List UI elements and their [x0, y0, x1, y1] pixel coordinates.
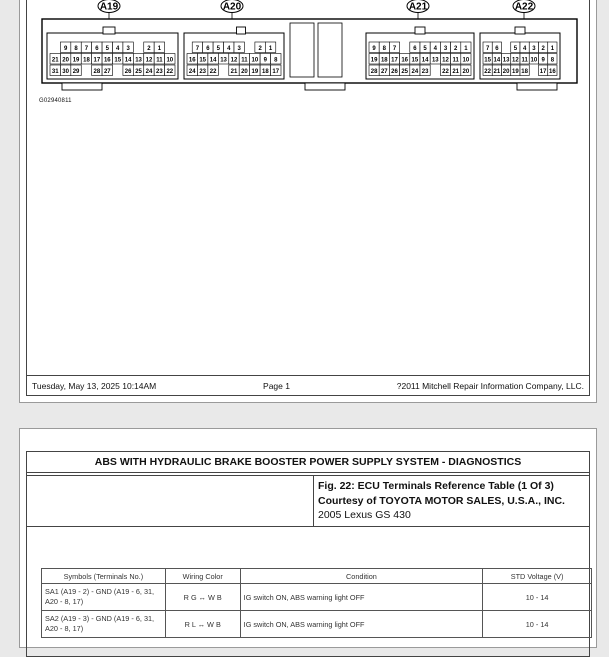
pin-number: 19: [72, 57, 80, 64]
pin-number: 16: [401, 57, 409, 64]
table-row: [42, 584, 592, 611]
cell-symbol: SA1 (A19 - 2) - GND (A19 - 6, 31, A20 - 8, 17): [42, 584, 166, 611]
pin-number: 24: [145, 68, 153, 75]
pin-number: 24: [188, 68, 196, 75]
connector-latch: [415, 27, 425, 34]
cell-wiring-color: R L ↔ W B: [165, 611, 240, 638]
pin-number: 12: [442, 57, 449, 64]
pin-number: 6: [495, 45, 499, 52]
pin-number: 23: [199, 68, 207, 75]
pin-number: 2: [541, 45, 545, 52]
pin-number: 20: [462, 68, 470, 75]
pin-number: 18: [83, 57, 90, 64]
pin-number: 21: [493, 68, 501, 75]
pin-number: 14: [493, 57, 501, 64]
blank-module: [290, 23, 314, 77]
pin-number: 7: [485, 45, 490, 52]
header-condition: Condition: [240, 569, 483, 584]
pin-number: 17: [391, 57, 398, 64]
pin-number: 2: [454, 45, 458, 52]
pin-number: 12: [512, 57, 519, 64]
pin-number: 9: [372, 45, 376, 52]
pin-number: 13: [431, 57, 439, 64]
pin-number: 11: [521, 57, 528, 64]
pin-number: 20: [502, 68, 510, 75]
mounting-tab: [62, 83, 102, 90]
cell-voltage: 10 - 14: [483, 584, 592, 611]
pin-number: 1: [157, 45, 162, 52]
page-footer: [26, 375, 590, 396]
pin-number: 9: [541, 57, 545, 64]
pin-number: 11: [156, 57, 163, 64]
connector-diagram: [20, 0, 598, 109]
pin-number: 21: [230, 68, 238, 75]
pin-number: 3: [126, 45, 130, 52]
pin-number: 6: [206, 45, 210, 52]
pin-number: 17: [539, 68, 547, 75]
connector-label: A21: [408, 1, 428, 13]
caption-box: [26, 475, 590, 527]
pin-number: 5: [423, 45, 427, 52]
pin-number: 1: [550, 45, 555, 52]
mounting-tab: [305, 83, 345, 90]
pin-number: 21: [452, 68, 460, 75]
pin-number: 14: [124, 57, 132, 64]
pin-number: 31: [51, 68, 59, 75]
pin-number: 24: [411, 68, 419, 75]
ecu-terminals-table: [41, 568, 592, 638]
pin-number: 27: [103, 68, 111, 75]
pin-number: 19: [512, 68, 519, 75]
pin-number: 13: [220, 57, 227, 64]
pin-number: 4: [116, 45, 120, 52]
pin-number: 11: [241, 57, 248, 64]
pin-number: 2: [147, 45, 151, 52]
pin-number: 4: [522, 45, 527, 52]
pin-number: 16: [103, 57, 111, 64]
figure-caption: [313, 476, 593, 526]
pin-number: 5: [105, 45, 109, 52]
pin-number: 3: [532, 45, 536, 52]
figure-vehicle: 2005 Lexus GS 430: [318, 509, 411, 521]
pin-number: 28: [370, 68, 378, 75]
pin-number: 15: [484, 57, 491, 64]
pin-number: 10: [462, 57, 470, 64]
pin-number: 10: [530, 57, 538, 64]
pin-number: 19: [251, 68, 259, 75]
pdf-page-2: [19, 428, 597, 648]
pin-number: 17: [272, 68, 280, 75]
pin-number: 18: [521, 68, 528, 75]
pin-number: 16: [188, 57, 196, 64]
pin-number: 14: [421, 57, 429, 64]
pdf-page-1: [19, 0, 597, 403]
connector-latch: [103, 27, 115, 34]
connector-label: A19: [99, 1, 119, 13]
pin-number: 4: [433, 45, 437, 52]
footer-copyright: ?2011 Mitchell Repair Information Company, LLC.: [396, 381, 584, 391]
pin-number: 6: [413, 45, 417, 52]
figure-id: G02940811: [39, 98, 72, 104]
pin-number: 10: [166, 57, 174, 64]
connector-label: A22: [514, 1, 534, 13]
pin-number: 21: [51, 57, 59, 64]
mounting-tab: [517, 83, 557, 90]
cell-condition: IG switch ON, ABS warning light OFF: [240, 611, 483, 638]
pin-number: 3: [237, 45, 241, 52]
pin-number: 15: [114, 57, 122, 64]
pin-number: 2: [258, 45, 262, 52]
pin-number: 7: [195, 45, 200, 52]
pin-number: 3: [443, 45, 448, 52]
pin-number: 10: [251, 57, 259, 64]
table-row: [42, 611, 592, 638]
connector-label: A20: [222, 1, 242, 13]
pin-number: 8: [274, 57, 278, 64]
footer-page: Page 1: [263, 381, 290, 391]
pin-number: 9: [63, 45, 68, 52]
pin-number: 25: [401, 68, 409, 75]
pin-number: 26: [124, 68, 132, 75]
cell-condition: IG switch ON, ABS warning light OFF: [240, 584, 483, 611]
header-wiring-color: Wiring Color: [165, 569, 240, 584]
pin-number: 11: [452, 57, 459, 64]
pin-number: 22: [484, 68, 491, 75]
pin-number: 23: [421, 68, 429, 75]
pin-number: 16: [549, 68, 556, 75]
footer-date: Tuesday, May 13, 2025 10:14AM: [32, 381, 157, 391]
pin-number: 7: [84, 45, 89, 52]
figure-title: Fig. 22: ECU Terminals Reference Table (1 Of 3): [318, 480, 554, 492]
connector-latch: [237, 27, 246, 34]
pin-number: 13: [502, 57, 510, 64]
pin-number: 15: [199, 57, 207, 64]
pin-number: 20: [62, 57, 69, 64]
document-title: ABS WITH HYDRAULIC BRAKE BOOSTER POWER SUPPLY SYSTEM - DIAGNOSTICS: [26, 451, 590, 473]
pin-number: 15: [411, 57, 419, 64]
pin-number: 18: [261, 68, 269, 75]
pin-number: 30: [62, 68, 69, 75]
pin-number: 7: [392, 45, 397, 52]
pin-number: 14: [209, 57, 217, 64]
pin-number: 1: [268, 45, 273, 52]
cell-wiring-color: R G ↔ W B: [165, 584, 240, 611]
pin-number: 5: [513, 45, 518, 52]
header-symbols: Symbols (Terminals No.): [42, 569, 166, 584]
pin-number: 19: [370, 57, 378, 64]
pin-number: 26: [391, 68, 398, 75]
pin-number: 4: [227, 45, 231, 52]
pin-number: 12: [230, 57, 238, 64]
pin-number: 25: [135, 68, 142, 75]
pin-number: 18: [380, 57, 388, 64]
header-std-voltage: STD Voltage (V): [483, 569, 592, 584]
pin-number: 1: [464, 45, 468, 52]
pin-number: 5: [216, 45, 221, 52]
pin-number: 8: [382, 45, 386, 52]
pin-number: 8: [550, 57, 555, 64]
pin-number: 12: [145, 57, 153, 64]
cell-voltage: 10 - 14: [483, 611, 592, 638]
pin-number: 22: [166, 68, 174, 75]
pin-number: 22: [209, 68, 217, 75]
pin-number: 23: [156, 68, 163, 75]
pin-number: 27: [380, 68, 388, 75]
pin-number: 22: [442, 68, 449, 75]
pin-number: 6: [95, 45, 99, 52]
table-header-row: [42, 569, 592, 584]
pin-number: 28: [93, 68, 101, 75]
pin-number: 29: [72, 68, 80, 75]
pin-number: 17: [93, 57, 101, 64]
connector-latch: [515, 27, 525, 34]
pin-number: 8: [74, 45, 78, 52]
pin-number: 20: [241, 68, 248, 75]
pin-number: 9: [263, 57, 268, 64]
cell-symbol: SA2 (A19 - 3) - GND (A19 - 6, 31, A20 - 8, 17): [42, 611, 166, 638]
pin-number: 13: [135, 57, 142, 64]
figure-courtesy: Courtesy of TOYOTA MOTOR SALES, U.S.A., INC.: [318, 494, 565, 507]
blank-module: [318, 23, 342, 77]
